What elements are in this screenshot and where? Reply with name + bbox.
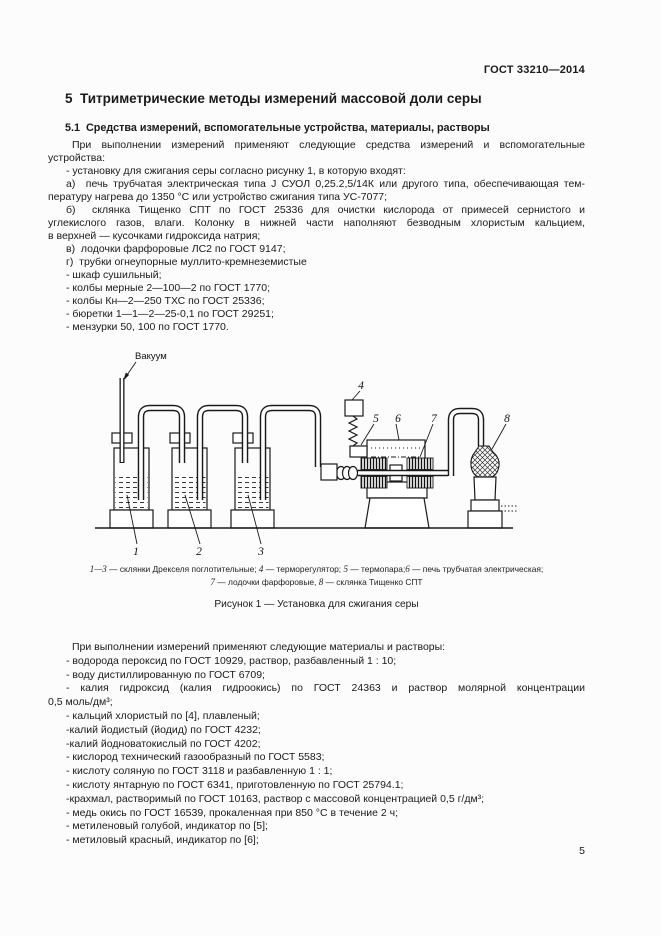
text-line: б) склянка Тищенко СПТ по ГОСТ 25336 для очистки кислорода от примесей сернистого и [66, 204, 585, 216]
legend-part-number: 4 [258, 564, 264, 574]
text-line: - шкаф сушильный; [66, 269, 162, 281]
vacuum-label: Вакуум [135, 351, 167, 362]
drexel-bottle-3 [231, 448, 274, 528]
legend-part-number: 7 [210, 577, 215, 587]
text-line: пературу нагрева до 1350 °С или устройство сжигания типа УС-7077; [48, 191, 388, 203]
figure-label-3: 3 [258, 546, 264, 558]
figure-label-2: 2 [196, 546, 202, 558]
text-line: - колбы мерные 2—100—2 по ГОСТ 1770; [66, 282, 271, 294]
tishchenko-bottle [468, 446, 517, 528]
figure-label-1: 1 [133, 546, 139, 558]
figure-legend-line-1: 1—3 — склянки Дрекселя поглотительные; 4 — терморегулятор; 5 — термопара;6 — печь трубчатая электрическая; [89, 564, 544, 574]
text-line: - кислоту янтарную по ГОСТ 6341, приготовленную по ГОСТ 25794.1; [66, 778, 404, 791]
section-heading: 5 Титриметрические методы измерений массовой доли серы [65, 91, 482, 106]
text-line: - кальций хлористый по [4], плавленый; [66, 709, 260, 722]
text-line: - метиленовый голубой, индикатор по [5]; [66, 820, 268, 833]
legend-part-number: 1—3 [89, 564, 107, 574]
corrugated-connector [321, 464, 358, 480]
text-line: - бюретки 1—1—2—25-0,1 по ГОСТ 29251; [66, 308, 274, 320]
thermocouple [350, 446, 367, 457]
text-line: - колбы Кн—2—250 ТХС по ГОСТ 25336; [66, 295, 265, 307]
text-line: в верхней — кусочками гидроксида натрия; [48, 230, 261, 242]
paragraph-block-materials [48, 641, 585, 848]
connecting-tubes [141, 408, 318, 500]
drexel-bottle-2 [168, 448, 211, 528]
text-line: При выполнении измерений применяют следующие средства измерений и вспомогательные [72, 139, 585, 151]
text-line: г) трубки огнеупорные муллито-кремнеземистые [66, 256, 307, 268]
figure-label-5: 5 [373, 413, 379, 425]
text-line: - кислоту соляную по ГОСТ 3118 и разбавленную 1 : 1; [66, 765, 333, 778]
figure-label-8: 8 [504, 413, 510, 425]
figure-label-4: 4 [358, 380, 364, 392]
text-line: 0,5 моль/дм³; [48, 696, 113, 709]
legend-part-number: 6 [405, 564, 410, 574]
thermoregulator [345, 400, 363, 446]
figure-caption: Рисунок 1 — Установка для сжигания серы [214, 599, 419, 610]
furnace-stand [365, 482, 429, 528]
text-line: - мензурки 50, 100 по ГОСТ 1770. [66, 321, 229, 333]
text-line: -калий йодистый (йодид) по ГОСТ 4232; [66, 723, 261, 736]
figure-label-6: 6 [395, 413, 401, 425]
text-line: -калий йодноватокислый по ГОСТ 4202; [66, 737, 261, 750]
text-line: - медь окись по ГОСТ 16539, прокаленная при 850 °С в течение 2 ч; [66, 806, 399, 819]
page-number: 5 [579, 845, 585, 857]
text-line: углекислого газов, влаги. Колонку в нижней части наполняют безводным хлористым кальцием, [48, 217, 585, 229]
text-line: а) печь трубчатая электрическая типа J СУОЛ 0,25.2,5/14К или другого типа, обеспечивающая тем- [66, 178, 585, 190]
figure-1-diagram [0, 345, 661, 565]
legend-part-number: 5 [343, 564, 348, 574]
legend-part-number: 8 [318, 577, 324, 587]
text-line: - установку для сжигания серы согласно рисунку 1, в которую входят: [66, 165, 406, 177]
text-line: - калия гидроксид (калия гидроокись) по ГОСТ 24363 и раствор молярной концентрации [66, 682, 585, 695]
text-line: - метиловый красный, индикатор по [6]; [66, 834, 259, 847]
text-line: - кислород технический газообразный по ГОСТ 5583; [66, 751, 325, 764]
paragraph-block-instruments [48, 139, 585, 334]
text-line: - водорода пероксид по ГОСТ 10929, раствор, разбавленный 1 : 10; [66, 654, 397, 667]
text-line: устройства: [48, 152, 106, 164]
figure-legend-line-2: 7 — лодочки фарфоровые, 8 — склянка Тищенко СПТ [210, 577, 423, 587]
text-line: При выполнении измерений применяют следующие материалы и растворы: [72, 641, 446, 653]
text-line: - воду дистиллированную по ГОСТ 6709; [66, 668, 265, 681]
text-line: -крахмал, растворимый по ГОСТ 10163, раствор с массовой концентрацией 0,5 г/дм³; [66, 792, 485, 805]
figure-label-7: 7 [431, 413, 437, 425]
subsection-heading: 5.1 Средства измерений, вспомогательные устройства, материалы, растворы [65, 122, 490, 134]
text-line: в) лодочки фарфоровые ЛС2 по ГОСТ 9147; [66, 243, 286, 255]
document-code-header: ГОСТ 33210—2014 [483, 64, 585, 76]
